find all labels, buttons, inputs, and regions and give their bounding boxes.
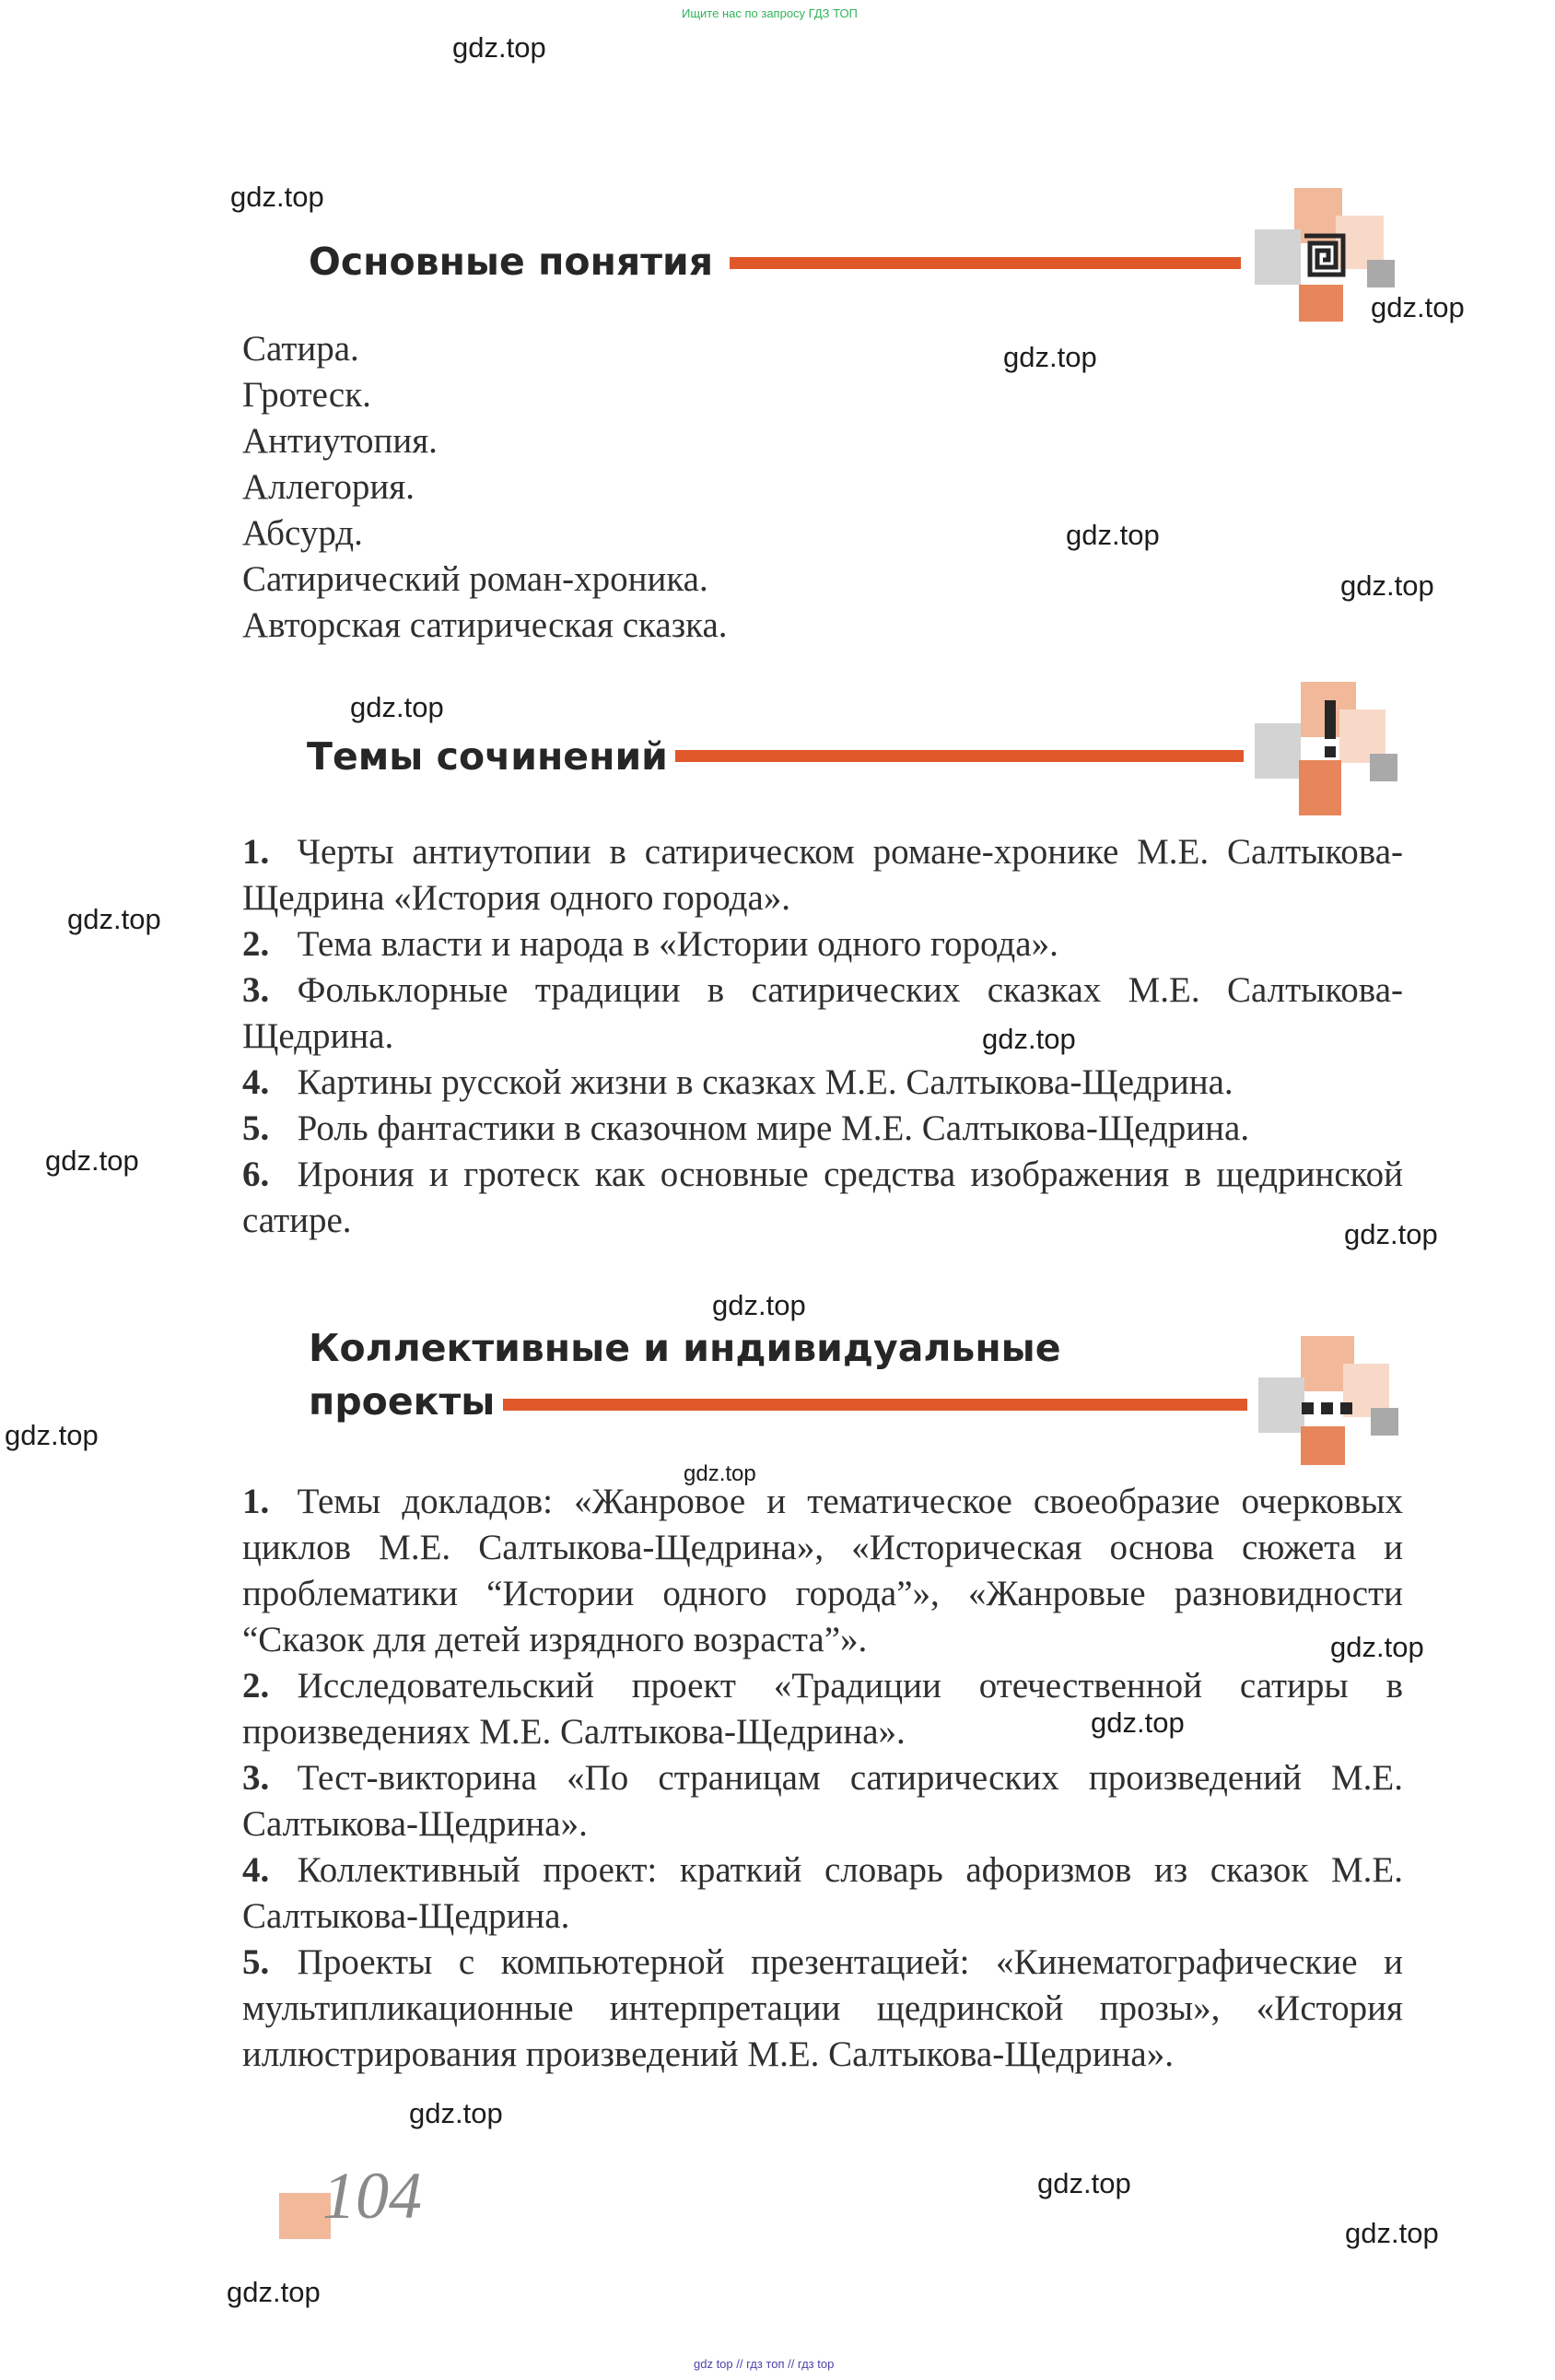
- list-item: Гротеск.: [242, 375, 371, 415]
- top-note: Ищите нас по запросу ГДЗ ТОП: [682, 6, 858, 20]
- watermark: gdz.top: [712, 1289, 806, 1321]
- concepts-list: [242, 326, 728, 649]
- watermark: gdz.top: [227, 2276, 321, 2308]
- item-number: 5.: [242, 1942, 270, 1982]
- section-title-projects: Коллективные и индивидуальные: [309, 1326, 1061, 1370]
- watermark: gdz.top: [230, 181, 324, 213]
- section-rule: [503, 1399, 1247, 1411]
- watermark: gdz.top: [684, 1461, 756, 1486]
- watermark: gdz.top: [1330, 1631, 1424, 1663]
- bottom-note: gdz top // гдз топ // гдз top: [694, 2357, 835, 2371]
- list-item: [242, 967, 1403, 1060]
- watermark: gdz.top: [1340, 569, 1434, 602]
- item-number: 3.: [242, 1758, 270, 1798]
- list-item: Аллегория.: [242, 467, 415, 507]
- item-number: 1.: [242, 832, 270, 872]
- item-number: 2.: [242, 924, 270, 964]
- watermark: gdz.top: [67, 903, 161, 935]
- item-text: Коллективный проект: краткий словарь афоризмов из сказок М.Е. Салтыкова-Щедрина.: [242, 1850, 1403, 1936]
- watermark: gdz.top: [1066, 519, 1160, 551]
- essays-list: [242, 829, 1403, 1244]
- projects-list: [242, 1479, 1403, 2078]
- watermark: gdz.top: [45, 1144, 139, 1177]
- section-title-essays: Темы сочинений: [307, 734, 668, 779]
- item-text: Картины русской жизни в сказках М.Е. Салтыкова-Щедрина.: [297, 1062, 1233, 1102]
- watermark: gdz.top: [982, 1023, 1076, 1055]
- ellipsis-icon: [1258, 1336, 1415, 1474]
- list-item: [242, 1152, 1403, 1244]
- watermark: gdz.top: [1091, 1706, 1185, 1739]
- watermark: gdz.top: [452, 31, 546, 64]
- item-number: 1.: [242, 1482, 270, 1521]
- watermark: gdz.top: [5, 1419, 99, 1451]
- list-item: [242, 921, 1403, 967]
- item-number: 4.: [242, 1062, 270, 1102]
- watermark: gdz.top: [1344, 1218, 1438, 1250]
- item-number: 3.: [242, 970, 270, 1010]
- list-item: Авторская сатирическая сказка.: [242, 605, 728, 645]
- item-number: 4.: [242, 1850, 270, 1890]
- section-title-concepts: Основные понятия: [309, 240, 714, 284]
- page-number: 104: [322, 2159, 422, 2233]
- list-item: [242, 1755, 1403, 1847]
- watermark: gdz.top: [1345, 2217, 1439, 2249]
- watermark: gdz.top: [1003, 341, 1097, 373]
- item-text: Проекты с компьютерной презентацией: «Кинематографические и мультипликационные интерпретации щедринской прозы», «История иллюстрирования произведений М.Е. Салтыкова-Щедрина».: [242, 1942, 1403, 2074]
- list-item: Сатира.: [242, 329, 359, 369]
- section-rule: [730, 257, 1241, 269]
- exclamation-icon: [1255, 682, 1411, 820]
- item-text: Черты антиутопии в сатирическом романе-хронике М.Е. Салтыкова-Щедрина «История одного города».: [242, 832, 1403, 918]
- list-item: [242, 1847, 1403, 1940]
- item-text: Роль фантастики в сказочном мире М.Е. Салтыкова-Щедрина.: [297, 1108, 1250, 1148]
- list-item: [242, 829, 1403, 921]
- watermark: gdz.top: [350, 691, 444, 723]
- list-item: [242, 1106, 1403, 1152]
- list-item: Сатирический роман-хроника.: [242, 559, 708, 599]
- list-item: Абсурд.: [242, 513, 363, 553]
- watermark: gdz.top: [409, 2097, 503, 2129]
- section-rule: [675, 750, 1244, 762]
- item-text: Фольклорные традиции в сатирических сказках М.Е. Салтыкова-Щедрина.: [242, 970, 1403, 1056]
- list-item: Антиутопия.: [242, 421, 438, 461]
- item-number: 2.: [242, 1666, 270, 1706]
- list-item: [242, 1479, 1403, 1663]
- item-text: Темы докладов: «Жанровое и тематическое своеобразие очерковых циклов М.Е. Салтыкова-Щедрина», «Историческая основа сюжета и проблематики “Истории одного города”», «Жанровые разновидности “Сказок для детей изрядного возраста”».: [242, 1482, 1403, 1659]
- watermark: gdz.top: [1037, 2167, 1131, 2199]
- item-text: Тема власти и народа в «Истории одного города».: [297, 924, 1058, 964]
- item-text: Тест-викторина «По страницам сатирических произведений М.Е. Салтыкова-Щедрина».: [242, 1758, 1403, 1844]
- list-item: [242, 1940, 1403, 2078]
- item-number: 5.: [242, 1108, 270, 1148]
- item-text: Исследовательский проект «Традиции отечественной сатиры в произведениях М.Е. Салтыкова-Щедрина».: [242, 1666, 1403, 1752]
- item-number: 6.: [242, 1155, 270, 1194]
- list-item: [242, 1663, 1403, 1755]
- item-text: Ирония и гротеск как основные средства изображения в щедринской сатире.: [242, 1155, 1403, 1240]
- section-title-projects-line2: проекты: [309, 1379, 496, 1424]
- list-item: [242, 1060, 1403, 1106]
- spiral-icon: [1255, 188, 1411, 326]
- watermark: gdz.top: [1371, 291, 1465, 323]
